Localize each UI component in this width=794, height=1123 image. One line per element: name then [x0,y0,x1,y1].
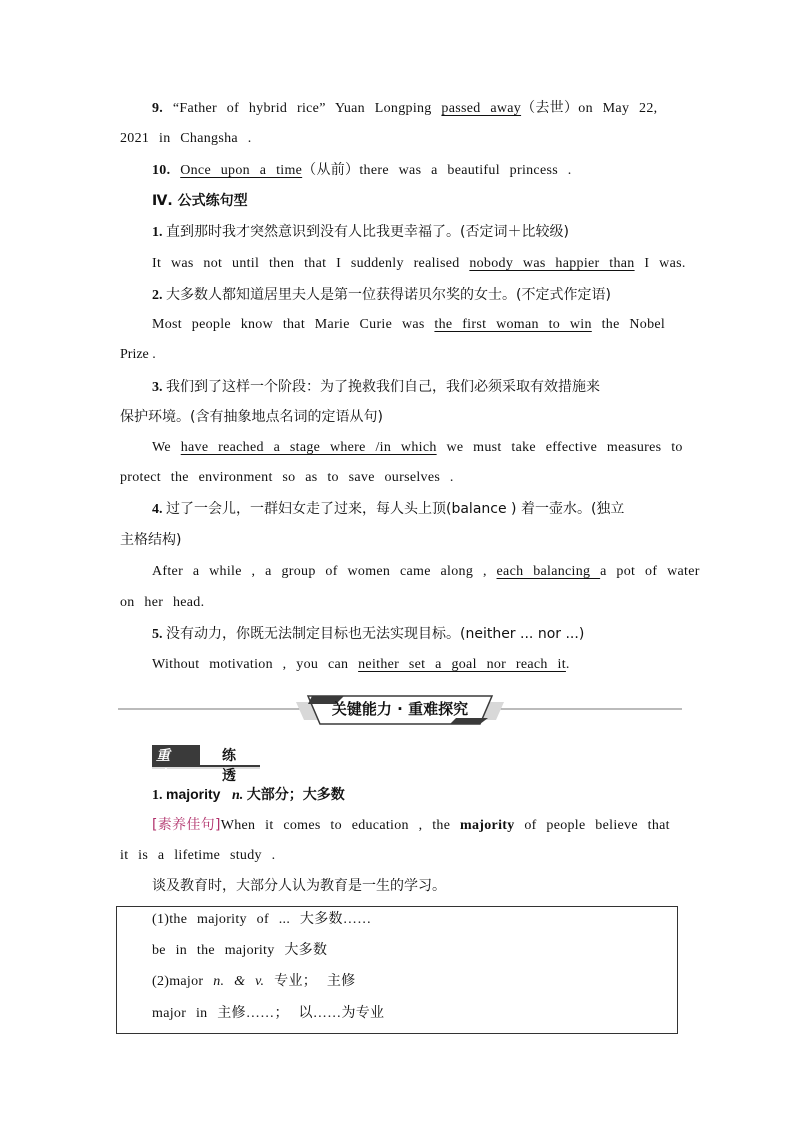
item-9-line2: 2021 in Changsha . [120,131,252,146]
chinese-gloss: （从前） [302,162,360,178]
chinese-prompt: 没有动力，你既无法制定目标也无法实现目标。(neither ... nor ...) [166,626,585,642]
answer-blank: Once upon a time [180,163,303,178]
item-number: 9. [152,101,164,116]
usage-line-1: (1)the majority of ... 大多数…… [152,912,372,927]
sentence-1-prompt [152,222,569,243]
headword: majority [166,786,221,802]
text: we must take effective measures to [436,440,683,455]
part-of-speech: n. & v. [213,974,265,989]
sentence-2-answer [152,315,665,335]
usage-line-4: major in 主修……； 以……为专业 [152,1006,385,1021]
text: After a while , a group of women came along , [152,564,497,579]
answer-blank: have reached a stage where /in which [180,440,437,455]
text: When it comes to education , the [220,818,461,833]
answer-blank: passed away [441,101,522,116]
answer-blank: the first woman to win [434,317,592,332]
badge-sublabel: 练透 [222,748,236,784]
sentence-1-answer [152,254,686,274]
text: We [152,440,181,455]
text: there was a beautiful princess . [359,163,572,178]
part-of-speech: n. [231,788,244,803]
text: “Father of hybrid rice” Yuan Longping [172,101,442,116]
sentence-3-prompt-cont: 保护环境。(含有抽象地点名词的定语从句) [120,409,383,425]
text: (2)major [152,974,214,989]
answer-blank: nobody was happier than [469,256,635,271]
sentence-3-prompt [152,377,600,398]
example-sentence-cont: it is a lifetime study . [120,848,276,863]
chinese-prompt: 直到那时我才突然意识到没有人比我更幸福了。(否定词＋比较级) [166,224,569,240]
sentence-4-answer [152,562,700,582]
word-entry-heading [152,784,345,806]
example-sentence [152,815,670,836]
item-number: 10. [152,163,171,178]
chinese-prompt: 我们到了这样一个阶段：为了挽救我们自己，我们必须采取有效措施来 [166,379,600,395]
text: . [565,657,570,672]
badge-label: 重点 [156,748,174,784]
item-number: 3. [152,380,163,395]
key-word: majority [460,818,515,833]
answer-blank: neither set a goal nor reach it [358,657,566,672]
example-translation: 谈及教育时，大部分人认为教育是一生的学习。 [152,878,446,894]
text: Without motivation , you can [152,657,359,672]
usage-line-2: be in the majority 大多数 [152,943,328,958]
item-10 [152,160,572,181]
section-banner [118,692,682,728]
sentence-3-answer-cont: protect the environment so as to save ourselves . [120,470,454,485]
banner-title: 关键能力 · 重难探究 [331,700,469,718]
item-number: 5. [152,627,163,642]
text: Most people know that Marie Curie was [152,317,435,332]
sentence-5-answer [152,655,570,675]
text: 专业； 主修 [264,974,356,989]
text: a pot of water [600,564,700,579]
item-number: 2. [152,288,163,303]
text: I was. [634,256,686,271]
sentence-2-answer-cont: Prize . [120,347,156,362]
text: the Nobel [591,317,666,332]
item-number: 1. [152,788,163,803]
item-9-line1 [152,98,657,119]
section-heading: Ⅳ. 公式练句型 [152,193,248,209]
sentence-4-answer-cont: on her head. [120,595,205,610]
text: It was not until then that I suddenly realised [152,256,470,271]
text: on May 22, [578,101,658,116]
chinese-gloss: （去世） [521,100,579,116]
item-number: 4. [152,502,163,517]
text: of people believe that [514,818,670,833]
usage-line-3 [152,972,355,992]
example-tag: [素养佳句] [152,817,221,833]
chinese-prompt: 大多数人都知道居里夫人是第一位获得诺贝尔奖的女士。(不定式作定语) [166,287,611,303]
sentence-5-prompt [152,624,584,645]
chinese-prompt: 过了一会儿，一群妇女走了过来，每人头上顶(balance ) 着一壶水。(独立 [166,501,625,517]
answer-blank: each balancing [496,564,601,579]
sentence-4-prompt [152,499,624,520]
item-number: 1. [152,225,163,240]
sentence-2-prompt [152,285,611,306]
sentence-4-prompt-cont: 主格结构) [120,532,182,548]
sentence-3-answer [152,438,683,458]
definition: 大部分；大多数 [246,787,345,803]
